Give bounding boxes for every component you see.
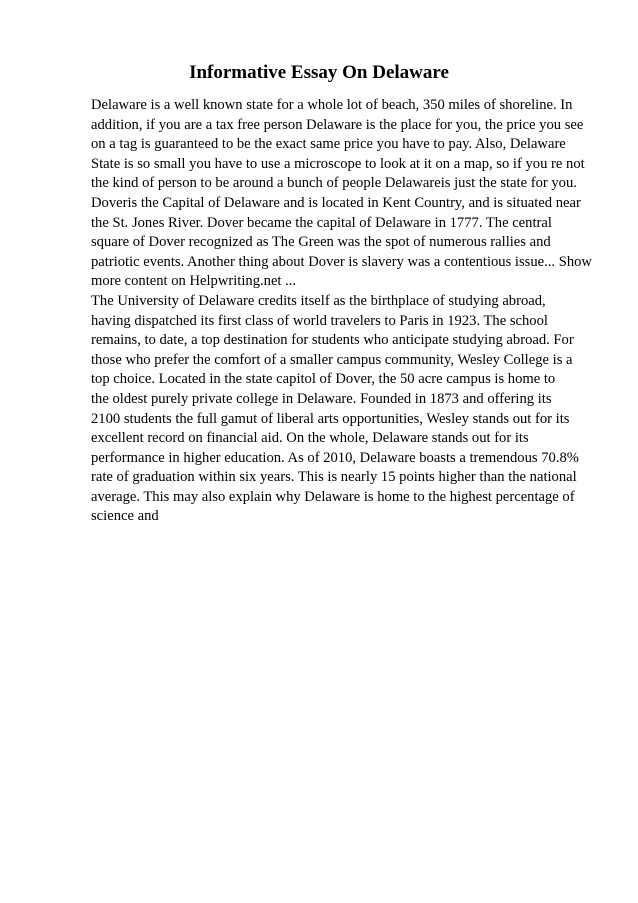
text-line: average. This may also explain why Delaware is home to the highest percentage of xyxy=(91,488,575,505)
text-line: performance in higher education. As of 2010, Delaware boasts a tremendous 70.8% xyxy=(91,449,579,466)
text-line: those who prefer the comfort of a smaller campus community, Wesley College is a xyxy=(91,351,573,368)
text-line: remains, to date, a top destination for students who anticipate studying abroad. For xyxy=(91,332,574,349)
document-body xyxy=(91,96,592,527)
text-line: Delaware is a well known state for a whole lot of beach, 350 miles of shoreline. In xyxy=(91,97,573,113)
text-line: more content on Helpwriting.net ... xyxy=(91,273,297,290)
text-line: the St. Jones River. Dover became the capital of Delaware in 1777. The central xyxy=(91,214,552,231)
text-line: excellent record on financial aid. On the whole, Delaware stands out for its xyxy=(91,430,529,447)
text-line: having dispatched its first class of world travelers to Paris in 1923. The school xyxy=(91,312,548,329)
text-line: 2100 students the full gamut of liberal arts opportunities, Wesley stands out for its xyxy=(91,410,570,427)
text-line: patriotic events. Another thing about Dover is slavery was a contentious issue... Show xyxy=(91,253,592,270)
text-line: science and xyxy=(91,508,159,525)
text-line: rate of graduation within six years. This is nearly 15 points higher than the national xyxy=(91,469,577,486)
text-line: the oldest purely private college in Delaware. Founded in 1873 and offering its xyxy=(91,390,552,407)
paragraph-1 xyxy=(91,96,592,292)
text-line: State is so small you have to use a microscope to look at it on a map, so if you re not xyxy=(91,155,585,172)
text-line: top choice. Located in the state capitol of Dover, the 50 acre campus is home to xyxy=(91,371,556,388)
text-line: addition, if you are a tax free person Delaware is the place for you, the price you see xyxy=(91,116,584,133)
text-line: the kind of person to be around a bunch of people Delawareis just the state for you. xyxy=(91,175,577,192)
text-line: square of Dover recognized as The Green was the spot of numerous rallies and xyxy=(91,234,551,251)
text-line: on a tag is guaranteed to be the exact same price you have to pay. Also, Delaware xyxy=(91,136,566,153)
document-title: Informative Essay On Delaware xyxy=(189,62,449,83)
text-line: The University of Delaware credits itself as the birthplace of studying abroad, xyxy=(91,292,546,309)
paragraph-2 xyxy=(91,292,579,527)
text-line: Doveris the Capital of Delaware and is located in Kent Country, and is situated near xyxy=(91,194,581,211)
